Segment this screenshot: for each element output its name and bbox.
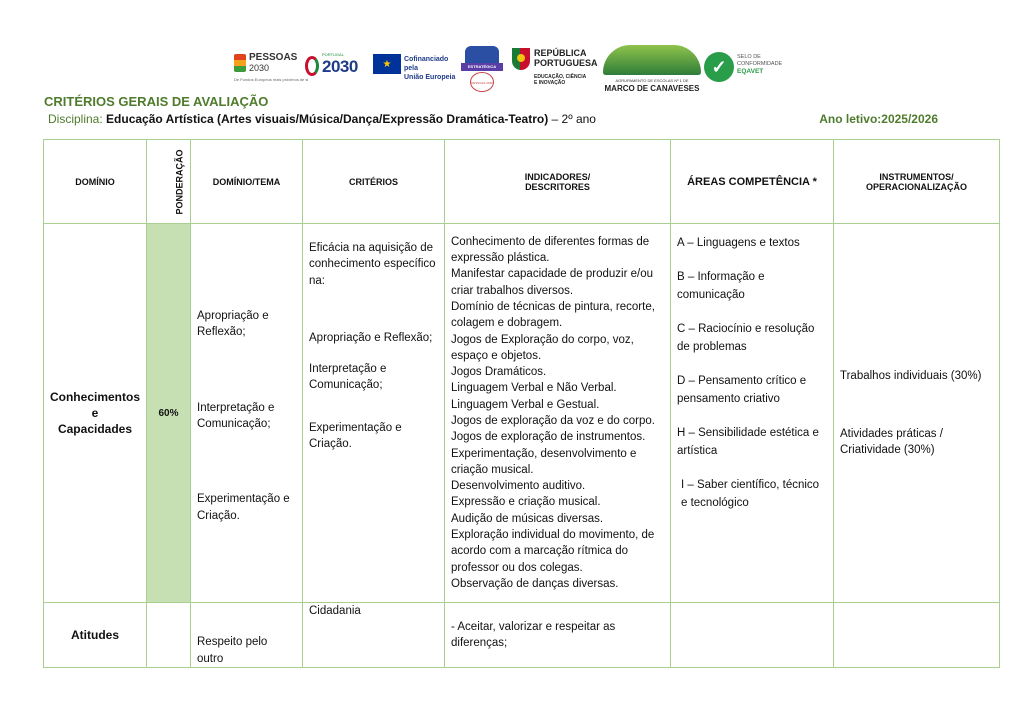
indicadores-cell: Conhecimento de diferentes formas de expressão plástica. Manifestar capacidade de produzir e/ou criar trabalhos diversos. Domínio de técnicas de pintura, recorte, colagem e dobragem. Jogos de Exploração do corpo, voz, espaço e objetos. Jogos Dramáticos. Linguagem Verbal e Não Verbal. Linguagem Verbal e Gestual. Jogos de exploração da voz e do corpo. Jogos de exploração de instrumentos. Experimentação, desenvolvimento e criação musical. Desenvolvimento auditivo. Expressão e criação musical. Audição de músicas diversas. Exploração individual do movimento, de acordo com a marcação rítmica do professor ou dos colegas. Observação de danças diversas. (445, 224, 671, 603)
page-title: CRITÉRIOS GERAIS DE AVALIAÇÃO (44, 94, 269, 109)
portugal-shield-icon (512, 48, 530, 70)
header-areas: ÁREAS COMPETÊNCIA * (671, 140, 834, 224)
areas-cell: A – Linguagens e textos B – Informação e comunicação C – Raciocínio e resolução de problemas D – Pensamento crítico e pensamento criativo H – Sensibilidade estética e artística I – Saber científico, técnico e tecnológico (671, 224, 834, 603)
discipline-name: Educação Artística (Artes visuais/Música/Dança/Expressão Dramática-Teatro) (106, 112, 549, 126)
estrategica-badge-logo: ESTRATÉGICA PESSOAS 2030 (461, 46, 503, 94)
eqavet-seal-logo: ✓ SELO DE CONFORMIDADE EQAVET (704, 52, 794, 86)
portugal-2030-logo: PORTUGAL 2030 (305, 52, 357, 82)
header-dominio: DOMÍNIO (44, 140, 147, 224)
header-indicadores: INDICADORES/ DESCRITORES (445, 140, 671, 224)
criterios-cell: Cidadania (303, 603, 445, 668)
instrumentos-cell (834, 603, 1000, 668)
school-year: Ano letivo:2025/2026 (819, 112, 938, 126)
areas-cell (671, 603, 834, 668)
pessoas-2030-logo: PESSOAS 2030 De Fundos Europeus mais próximos de si (234, 52, 309, 82)
header-dominio-tema: DOMÍNIO/TEMA (191, 140, 303, 224)
eu-flag-icon: ★ (373, 54, 401, 74)
table-row (44, 603, 1000, 668)
dominio-tema-cell: Apropriação e Reflexão; Interpretação e Comunicação; Experimentação e Criação. (191, 224, 303, 603)
criterios-cell: Eficácia na aquisição de conhecimento específico na: Apropriação e Reflexão; Interpretação e Comunicação; Experimentação e Criação. (303, 224, 445, 603)
instrumentos-cell: Trabalhos individuais (30%) Atividades práticas / Criatividade (30%) (834, 224, 1000, 603)
agrupamento-escolas-logo: AGRUPAMENTO DE ESCOLAS Nº 1 DE MARCO DE CANAVESES (603, 45, 701, 95)
table-row (44, 224, 1000, 603)
header-instrumentos: INSTRUMENTOS/ OPERACIONALIZAÇÃO (834, 140, 1000, 224)
criteria-table (43, 139, 1000, 668)
dominio-tema-cell: Respeito pelo outro (191, 603, 303, 668)
dominio-cell: Atitudes (44, 603, 147, 668)
grade-suffix: – 2º ano (548, 112, 596, 126)
dominio-cell: Conhecimentos e Capacidades (44, 224, 147, 603)
header-ponderacao: PONDERAÇÃO (147, 140, 191, 224)
ponderacao-cell: 60% (147, 224, 191, 603)
header-criterios: CRITÉRIOS (303, 140, 445, 224)
discipline-line (48, 112, 938, 128)
eu-cofinanced-logo: ★ Cofinanciado pela União Europeia (373, 54, 463, 78)
indicadores-cell: - Aceitar, valorizar e respeitar as diferenças; (445, 603, 671, 668)
republica-portuguesa-logo: REPÚBLICA PORTUGUESA EDUCAÇÃO, CIÊNCIA E INOVAÇÃO (512, 46, 602, 92)
ponderacao-cell (147, 603, 191, 668)
discipline-label: Disciplina: (48, 112, 107, 126)
logo-strip (0, 44, 1024, 96)
check-icon: ✓ (704, 52, 734, 82)
